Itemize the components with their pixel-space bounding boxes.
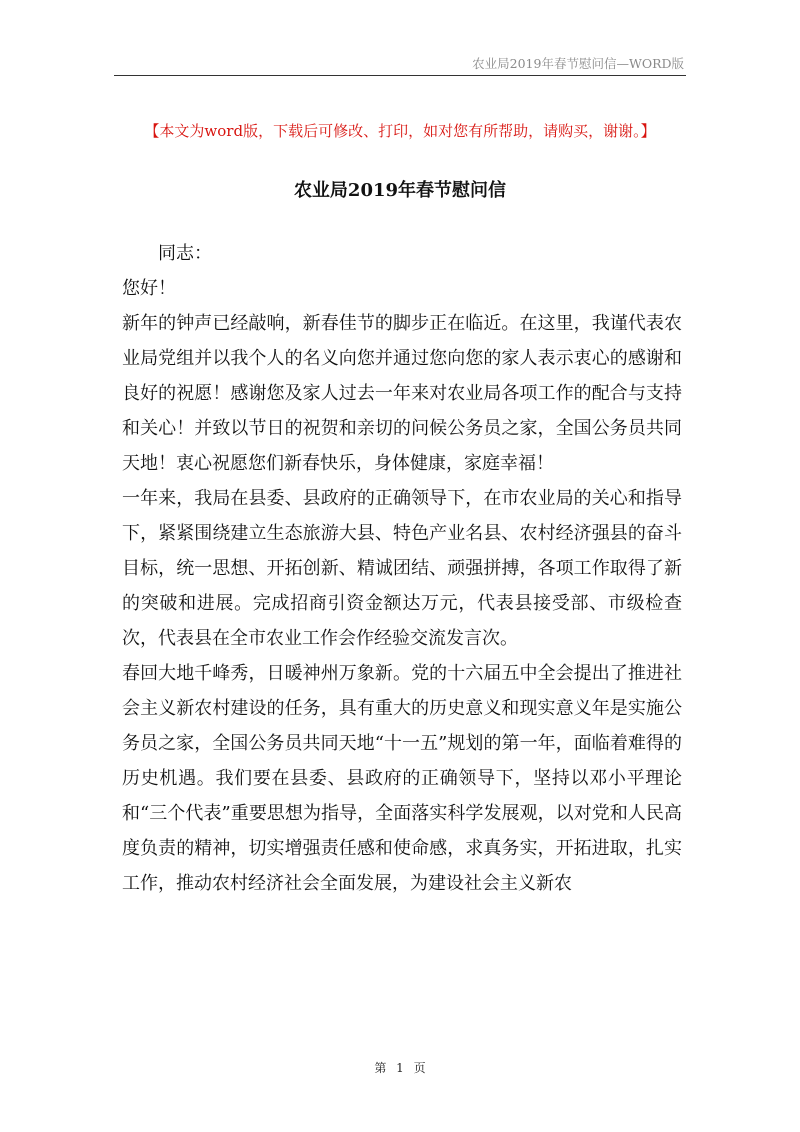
page-footer bbox=[0, 1059, 800, 1076]
purchase-notice: 【本文为word版，下载后可修改、打印，如对您有所帮助，请购买，谢谢。】 bbox=[144, 122, 656, 140]
page-label-prefix: 第 bbox=[374, 1061, 387, 1075]
page-label-suffix: 页 bbox=[413, 1061, 426, 1075]
body-paragraph-2: 一年来，我局在县委、县政府的正确领导下，在市农业局的关心和指导下，紧紧围绕建立生态旅游大县、特色产业名县、农村经济强县的奋斗目标，统一思想、开拓创新、精诚团结、顽强拼搏，各项工作取得了新的突破和进展。完成招商引资金额达万元，代表县接受部、市级检查次，代表县在全市农业工作会作经验交流发言次。 bbox=[122, 488, 682, 649]
body-paragraph-3: 春回大地千峰秀，日暖神州万象新。党的十六届五中全会提出了推进社会主义新农村建设的任务，具有重大的历史意义和现实意义年是实施公务员之家，全国公务员共同天地“十一五”规划的第一年，面临着难得的历史机遇。我们要在县委、县政府的正确领导下，坚持以邓小平理论和“三个代表”重要思想为指导，全面落实科学发展观，以对党和人民高度负责的精神，切实增强责任感和使命感，求真务实，开拓进取，扎实工作，推动农村经济社会全面发展，为建设社会主义新农 bbox=[122, 663, 682, 894]
document-title: 农业局2019年春节慰问信 bbox=[293, 180, 507, 201]
page-number: 1 bbox=[396, 1061, 404, 1075]
running-header: 农业局2019年春节慰问信—WORD版 bbox=[472, 56, 684, 71]
salutation: 同志： bbox=[158, 243, 212, 264]
body-paragraph-1: 新年的钟声已经敲响，新春佳节的脚步正在临近。在这里，我谨代表农业局党组并以我个人的名义向您并通过您向您的家人表示衷心的感谢和良好的祝愿！感谢您及家人过去一年来对农业局各项工作的配合与支持和关心！并致以节日的祝贺和亲切的问候公务员之家，全国公务员共同天地！衷心祝愿您们新春快乐，身体健康，家庭幸福！ bbox=[122, 313, 682, 474]
greeting: 您好！ bbox=[122, 278, 176, 299]
document-body bbox=[122, 236, 682, 901]
header-divider bbox=[114, 75, 686, 76]
